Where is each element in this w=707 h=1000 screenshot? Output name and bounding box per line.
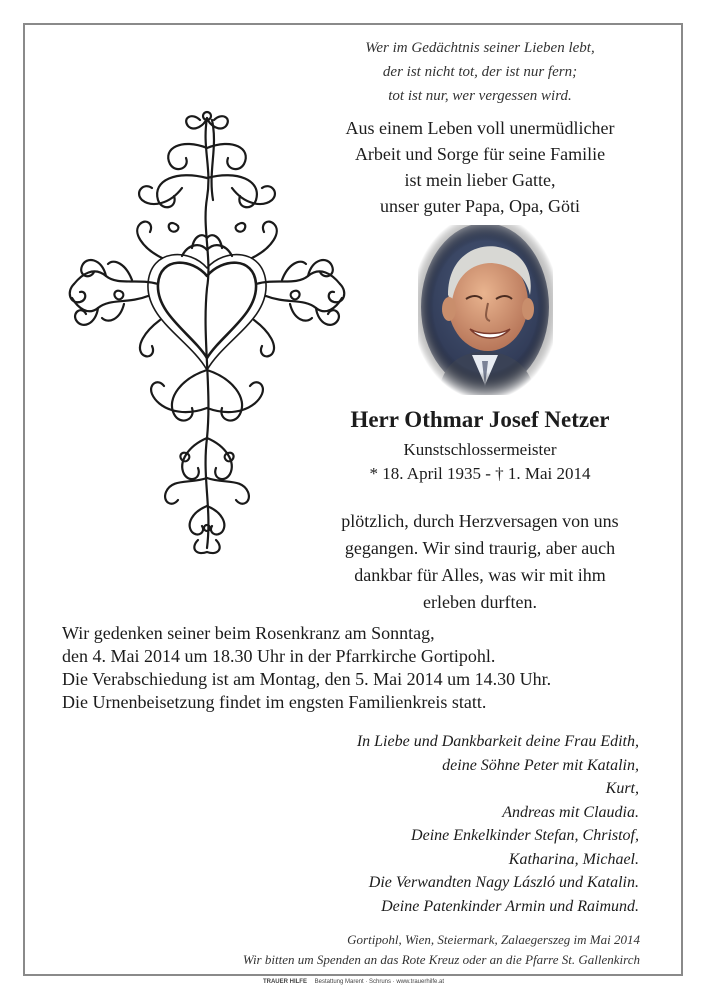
deceased-name: Herr Othmar Josef Netzer: [350, 407, 610, 432]
mourner-line: Andreas mit Claudia.: [502, 803, 639, 821]
mourner-line: Katharina, Michael.: [508, 850, 639, 868]
ceremony-line: Die Urnenbeisetzung findet im engsten Familienkreis statt.: [62, 692, 487, 712]
ceremony-line: Wir gedenken seiner beim Rosenkranz am Sonntag,: [62, 623, 435, 643]
footer-line: Wir bitten um Spenden an das Rote Kreuz oder an die Pfarre St. Gallenkirch: [242, 952, 640, 967]
quote-line: der ist nicht tot, der ist nur fern;: [382, 64, 578, 80]
intro-line: unser guter Papa, Opa, Göti: [380, 196, 580, 216]
mourner-line: In Liebe und Dankbarkeit deine Frau Edith,: [356, 733, 639, 750]
ornamental-cross-icon: [62, 108, 352, 556]
deceased-profession: Kunstschlossermeister: [403, 440, 557, 459]
ceremony-line: den 4. Mai 2014 um 18.30 Uhr in der Pfarrkirche Gortipohl.: [62, 646, 496, 666]
message-line: plötzlich, durch Herzversagen von uns: [341, 511, 619, 531]
portrait-photo: [418, 225, 553, 395]
ceremony-details: [62, 622, 662, 714]
intro-line: Aus einem Leben voll unermüdlicher: [345, 118, 615, 138]
message-line: dankbar für Alles, was wir mit ihm: [354, 565, 606, 585]
footer-line: Gortipohl, Wien, Steiermark, Zalaegerszeg im Mai 2014: [347, 932, 640, 947]
credit-brand: TRAUER HILFE: [262, 979, 307, 985]
mourner-line: Deine Enkelkinder Stefan, Christof,: [411, 827, 639, 844]
mourner-line: Kurt,: [605, 780, 639, 797]
mourner-line: Die Verwandten Nagy László und Katalin.: [368, 874, 639, 891]
mourner-line: Deine Patenkinder Armin und Raimund.: [381, 897, 639, 915]
footer-note: [150, 930, 640, 970]
message-line: erleben durften.: [423, 592, 537, 612]
quote-line: Wer im Gedächtnis seiner Lieben lebt,: [365, 40, 595, 56]
credit-text: Bestattung Marent · Schruns · www.trauerhilfe.at: [314, 979, 445, 985]
intro-line: Arbeit und Sorge für seine Familie: [354, 144, 606, 164]
mourner-line: deine Söhne Peter mit Katalin,: [442, 756, 639, 774]
funeral-service-credit: [0, 979, 707, 985]
mourners-list: [300, 730, 639, 918]
intro-line: ist mein lieber Gatte,: [404, 170, 556, 190]
passing-message: [325, 508, 635, 616]
life-dates: * 18. April 1935 - † 1. Mai 2014: [369, 464, 591, 483]
memorial-quote: [330, 36, 630, 108]
intro-text: [330, 115, 630, 219]
message-line: gegangen. Wir sind traurig, aber auch: [344, 538, 616, 558]
quote-line: tot ist nur, wer vergessen wird.: [388, 88, 572, 104]
ceremony-line: Die Verabschiedung ist am Montag, den 5. Mai 2014 um 14.30 Uhr.: [62, 669, 552, 689]
